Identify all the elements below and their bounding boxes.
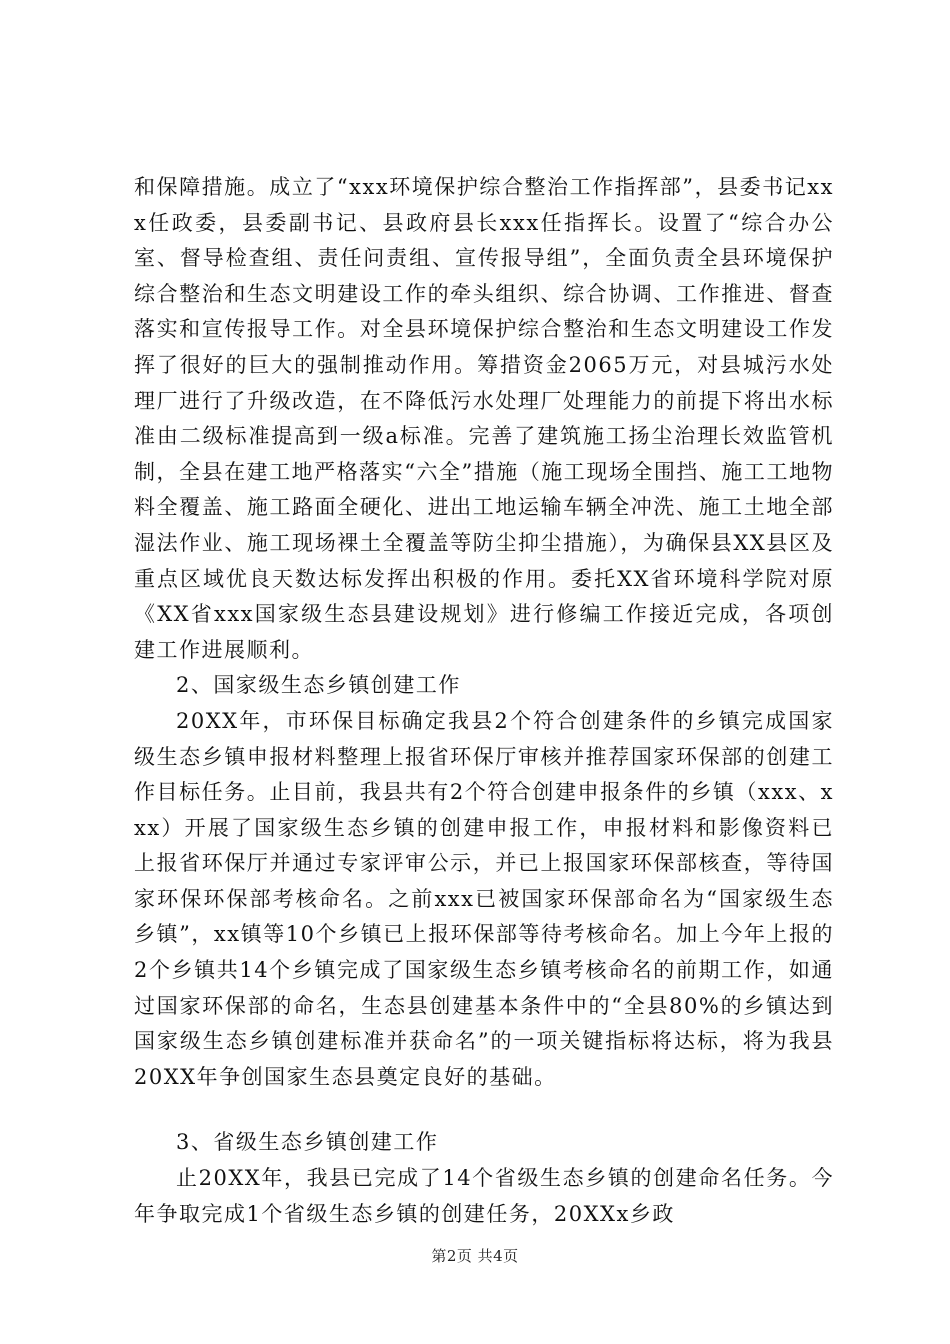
section-spacer — [134, 1095, 834, 1125]
paragraph-measures: 和保障措施。成立了“xxx环境保护综合整治工作指挥部”，县委书记xxx任政委，县委副书记、县政府县长xxx任指挥长。设置了“综合办公室、督导检查组、责任问责组、宣传报导组”，全面负责全县环境保护综合整治和生态文明建设工作的牵头组织、综合协调、工作推进、督查落实和宣传报导工作。对全县环境保护综合整治和生态文明建设工作发挥了很好的巨大的强制推动作用。筹措资金2065万元，对县城污水处理厂进行了升级改造，在不降低污水处理厂处理能力的前提下将出水标准由二级标准提高到一级a标准。完善了建筑施工扬尘治理长效监管机制，全县在建工地严格落实“六全”措施（施工现场全围挡、施工工地物料全覆盖、施工路面全硬化、进出工地运输车辆全冲洗、施工土地全部湿法作业、施工现场裸土全覆盖等防尘抑尘措施），为确保县XX县区及重点区域优良天数达标发挥出积极的作用。委托XX省环境科学院对原《XX省xxx国家级生态县建设规划》进行修编工作接近完成，各项创建工作进展顺利。 — [134, 175, 834, 662]
paragraph-provincial-eco-towns: 止20XX年，我县已完成了14个省级生态乡镇的创建命名任务。今年争取完成1个省级生态乡镇的创建任务，20XXx乡政 — [134, 1166, 834, 1226]
section-heading-provincial-eco-towns: 3、省级生态乡镇创建工作 — [176, 1130, 439, 1155]
page-number-footer: 第2页 共4页 — [431, 1247, 519, 1265]
paragraph-national-eco-towns: 20XX年，市环保目标确定我县2个符合创建条件的乡镇完成国家级生态乡镇申报材料整理上报省环保厅审核并推荐国家环保部的创建工作目标任务。止目前，我县共有2个符合创建申报条件的乡镇（xxx、xxx）开展了国家级生态乡镇的创建申报工作，申报材料和影像资料已上报省环保厅并通过专家评审公示，并已上报国家环保部核查，等待国家环保环保部考核命名。之前xxx已被国家环保部命名为“国家级生态乡镇”，xx镇等10个乡镇已上报环保部等待考核命名。加上今年上报的2个乡镇共14个乡镇完成了国家级生态乡镇考核命名的前期工作，如通过国家环保部的命名，生态县创建基本条件中的“全县80%的乡镇达到国家级生态乡镇创建标准并获命名”的一项关键指标将达标，将为我县20XX年争创国家生态县奠定良好的基础。 — [134, 708, 834, 1089]
document-body — [134, 170, 834, 1232]
section-heading-national-eco-towns: 2、国家级生态乡镇创建工作 — [176, 673, 461, 698]
